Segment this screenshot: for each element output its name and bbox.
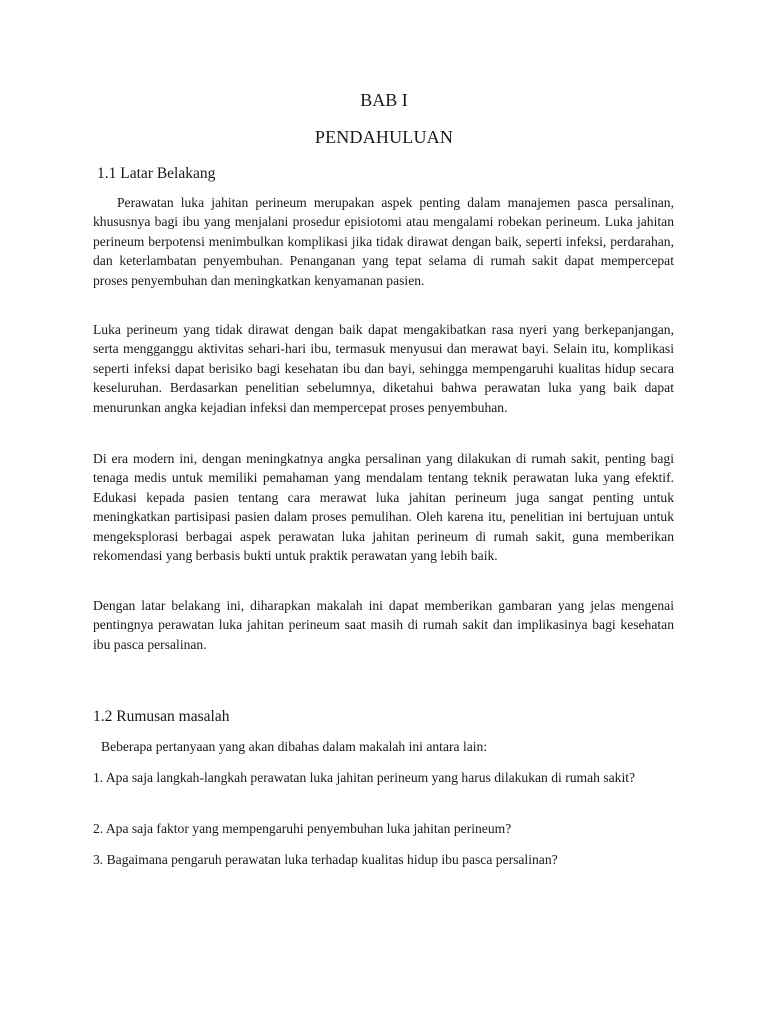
question-item: 3. Bagaimana pengaruh perawatan luka terhadap kualitas hidup ibu pasca persalinan? (93, 852, 558, 867)
section-heading-rumusan-masalah: 1.2 Rumusan masalah (93, 708, 230, 725)
question-item: 2. Apa saja faktor yang mempengaruhi penyembuhan luka jahitan perineum? (93, 821, 512, 836)
chapter-title: PENDAHULUAN (314, 127, 454, 147)
paragraph: Dengan latar belakang ini, diharapkan makalah ini dapat memberikan gambaran yang jelas mengenai pentingnya perawatan luka jahitan perineum saat masih di rumah sakit dan implikasinya bagi kesehatan ibu pasca persalinan. (93, 598, 674, 652)
paragraph: Di era modern ini, dengan meningkatnya angka persalinan yang dilakukan di rumah sakit, penting bagi tenaga medis untuk memiliki pemahaman yang mendalam tentang teknik perawatan luka yang efektif. Edukasi kepada pasien tentang cara merawat luka jahitan perineum juga sangat penting untuk meningkatkan partisipasi pasien dalam proses pemulihan. Oleh karena itu, penelitian ini bertujuan untuk mengeksplorasi berbagai aspek perawatan luka jahitan perineum di rumah sakit, guna memberikan rekomendasi yang berbasis bukti untuk praktik perawatan yang lebih baik. (93, 451, 674, 564)
chapter-number: BAB I (360, 90, 408, 110)
paragraph: Luka perineum yang tidak dirawat dengan baik dapat mengakibatkan rasa nyeri yang berkepanjangan, serta mengganggu aktivitas sehari-hari ibu, termasuk menyusui dan merawat bayi. Selain itu, komplikasi seperti infeksi dapat berisiko bagi kesehatan ibu dan bayi, sehingga mempengaruhi kualitas hidup secara keseluruhan. Berdasarkan penelitian sebelumnya, diketahui bahwa perawatan luka yang baik dapat menurunkan angka kejadian infeksi dan mempercepat proses penyembuhan. (93, 322, 674, 415)
paragraph: Perawatan luka jahitan perineum merupakan aspek penting dalam manajemen pasca persalinan, khususnya bagi ibu yang menjalani prosedur episiotomi atau mengalami robekan perineum. Luka jahitan perineum berpotensi menimbulkan komplikasi jika tidak dirawat dengan baik, seperti infeksi, perdarahan, dan keterlambatan penyembuhan. Penanganan yang tepat selama di rumah sakit dapat mempercepat proses penyembuhan dan meningkatkan kenyamanan pasien. (93, 195, 674, 288)
section-intro: Beberapa pertanyaan yang akan dibahas dalam makalah ini antara lain: (101, 739, 488, 754)
question-item: 1. Apa saja langkah-langkah perawatan luka jahitan perineum yang harus dilakukan di rumah sakit? (93, 770, 636, 785)
section-heading-latar-belakang: 1.1 Latar Belakang (97, 165, 216, 182)
